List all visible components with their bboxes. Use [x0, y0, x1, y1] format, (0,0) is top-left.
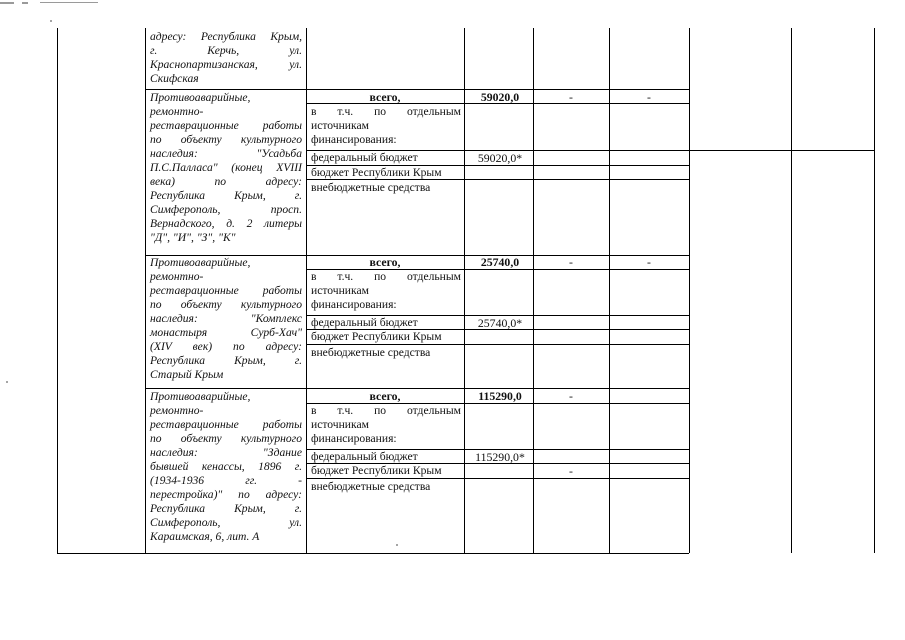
note-line: финансирования: [311, 298, 397, 311]
description-line: реставрационные работы [150, 418, 302, 431]
note-line: в т.ч. по отдельным [311, 270, 461, 283]
total-dash: - [647, 90, 651, 104]
scan-artifact-mark [22, 2, 28, 4]
object-description [150, 30, 302, 86]
total-dash: - [569, 255, 573, 269]
scan-speck [50, 20, 52, 22]
description-line: наследия: "Здание [150, 446, 302, 459]
object-description [150, 256, 302, 382]
table-col-divider [306, 28, 307, 553]
description-line: реставрационные работы [150, 284, 302, 297]
crimea-budget-label: бюджет Республики Крым [311, 464, 442, 477]
total-label: всего, [369, 389, 401, 403]
description-line: адресу: Республика Крым, [150, 30, 302, 43]
description-line: Республика Крым, г. [150, 354, 302, 367]
note-line: источникам [311, 418, 369, 431]
total-value: 59020,0 [480, 90, 520, 104]
description-line: века) по адресу: [150, 175, 302, 188]
table-col-divider [464, 28, 465, 553]
page-edge-line [791, 28, 792, 553]
total-dash: - [647, 255, 651, 269]
description-line: Скифская [150, 72, 199, 85]
description-line: Республика Крым, г. [150, 502, 302, 515]
description-line: ремонтно- [150, 270, 204, 283]
scan-artifact-mark [40, 2, 98, 3]
description-line: Противоаварийные, [150, 390, 251, 403]
description-line: монастыря Сурб-Хач" [150, 326, 302, 339]
crimea-budget-label: бюджет Республики Крым [311, 330, 442, 343]
description-line: Противоаварийные, [150, 91, 251, 104]
scan-speck [6, 381, 8, 383]
description-line: бывшей кенассы, 1896 г. [150, 460, 302, 473]
scan-artifact-mark [0, 2, 14, 4]
description-line: Краснопартизанская, ул. [150, 58, 302, 71]
total-dash: - [569, 90, 573, 104]
note-line: финансирования: [311, 432, 397, 445]
side-line [689, 150, 874, 151]
description-line: Симферополь, просп. [150, 203, 302, 216]
description-line: перестройка)" по адресу: [150, 488, 302, 501]
table-border-right [689, 28, 690, 553]
description-line: по объекту культурного [150, 298, 302, 311]
description-line: Караимская, 6, лит. А [150, 530, 260, 543]
note-line: финансирования: [311, 133, 397, 146]
funding-sources-note [311, 270, 461, 312]
page-edge-line [874, 28, 875, 553]
total-label: всего, [369, 255, 401, 269]
table-col-divider [145, 28, 146, 553]
funding-sources-note [311, 105, 461, 147]
object-description [150, 91, 302, 245]
description-line: (1934-1936 гг. - [150, 474, 302, 487]
federal-budget-label: федеральный бюджет [311, 316, 418, 329]
note-line: источникам [311, 284, 369, 297]
crimea-budget-dash: - [569, 464, 573, 478]
funding-sources-note [311, 404, 461, 446]
description-line: г. Керчь, ул. [150, 44, 302, 57]
scan-speck [396, 544, 398, 546]
extrabudgetary-label: внебюджетные средства [311, 181, 431, 194]
description-line: (XIV век) по адресу: [150, 340, 302, 353]
note-line: в т.ч. по отдельным [311, 404, 461, 417]
total-label: всего, [369, 90, 401, 104]
description-line: Старый Крым [150, 368, 224, 381]
federal-budget-label: федеральный бюджет [311, 450, 418, 463]
description-line: ремонтно- [150, 404, 204, 417]
object-description [150, 390, 302, 544]
sub-row-divider [306, 344, 689, 345]
description-line: ремонтно- [150, 105, 204, 118]
total-value: 115290,0 [478, 389, 522, 403]
description-line: Симферополь, ул. [150, 516, 302, 529]
crimea-budget-label: бюджет Республики Крым [311, 166, 442, 179]
note-line: в т.ч. по отдельным [311, 105, 461, 118]
table-border-left [57, 28, 58, 553]
description-line: реставрационные работы [150, 119, 302, 132]
table-col-divider [609, 28, 610, 553]
description-line: П.С.Палласа" (конец XVIII [150, 161, 302, 174]
total-dash: - [569, 389, 573, 403]
description-line: Вернадского, д. 2 литеры [150, 217, 302, 230]
sub-row-divider [306, 478, 689, 479]
description-line: по объекту культурного [150, 432, 302, 445]
extrabudgetary-label: внебюджетные средства [311, 346, 431, 359]
extrabudgetary-label: внебюджетные средства [311, 480, 431, 493]
description-line: Республика Крым, г. [150, 189, 302, 202]
federal-budget-value: 59020,0* [477, 151, 523, 165]
table-col-divider [533, 28, 534, 553]
federal-budget-value: 25740,0* [477, 316, 523, 330]
federal-budget-label: федеральный бюджет [311, 151, 418, 164]
note-line: источникам [311, 119, 369, 132]
total-value: 25740,0 [480, 255, 520, 269]
description-line: по объекту культурного [150, 133, 302, 146]
description-line: наследия: "Комплекс [150, 312, 302, 325]
table-border-bottom [57, 553, 689, 554]
federal-budget-value: 115290,0* [475, 450, 525, 464]
description-line: Противоаварийные, [150, 256, 251, 269]
description-line: наследия: "Усадьба [150, 147, 302, 160]
description-line: "Д", "И", "З", "К" [150, 231, 236, 244]
